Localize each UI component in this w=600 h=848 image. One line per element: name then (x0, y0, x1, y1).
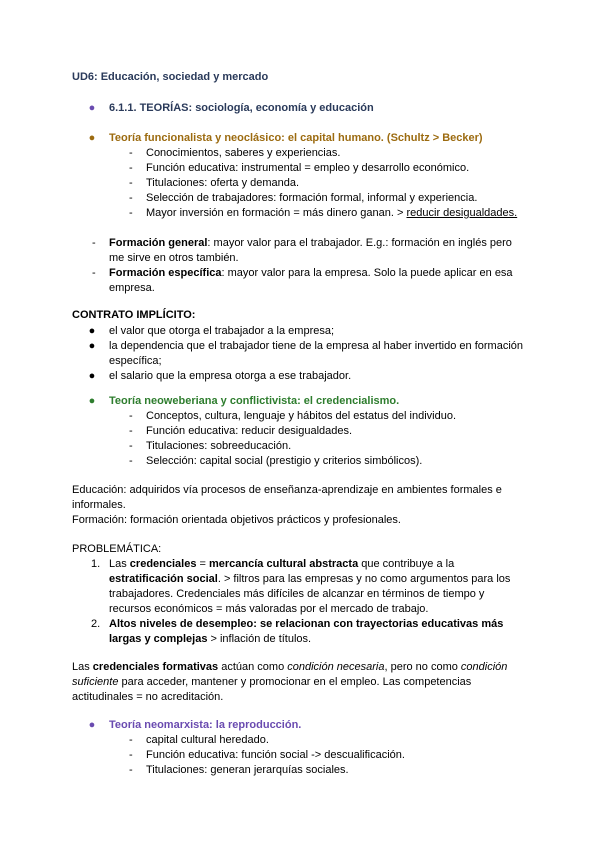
text: que contribuye a la (358, 558, 455, 570)
section-heading-611: 6.1.1. TEORÍAS: sociología, economía y educación (109, 102, 374, 114)
list-item (146, 206, 517, 221)
italic-term: condición necesaria (287, 661, 385, 673)
list-item: Titulaciones: oferta y demanda. (146, 177, 300, 189)
list-item: Función educativa: reducir desigualdades. (146, 425, 353, 437)
bold-term: Formación específica (109, 267, 222, 279)
text: : mayor valor para la empresa. Solo la puede aplicar en esa (221, 267, 513, 279)
list-item: el valor que otorga el trabajador a la empresa; (109, 325, 335, 337)
dash-icon: - (129, 734, 133, 746)
list-item: Selección: capital social (prestigio y criterios simbólicos). (146, 455, 423, 467)
bold-term: credenciales formativas (92, 661, 219, 673)
bullet-icon: ● (88, 340, 96, 352)
text-line: empresa. (109, 282, 155, 294)
problematica-item-1-line-4: recursos económicos = más valoradas por el mercado de trabajo. (109, 603, 429, 615)
bullet-icon: ● (88, 132, 96, 144)
bullet-icon: ● (88, 325, 96, 337)
bullet-icon: ● (88, 370, 96, 382)
bold-term: largas y complejas (109, 633, 208, 645)
heading-contrato: CONTRATO IMPLÍCITO: (72, 309, 196, 321)
paragraph-credenciales-line-3: actitudinales = no acreditación. (72, 691, 224, 703)
bold-term: Altos niveles de desempleo (109, 618, 254, 630)
dash-icon: - (92, 237, 96, 249)
definition-educacion-continuation: informales. (72, 499, 126, 511)
dash-icon: - (129, 440, 133, 452)
list-number: 1. (91, 558, 101, 570)
list-item: Titulaciones: generan jerarquías sociales. (146, 764, 349, 776)
list-item: Selección de trabajadores: formación formal, informal y experiencia. (146, 192, 478, 204)
problematica-item-1 (109, 557, 454, 572)
dash-icon: - (129, 192, 133, 204)
heading-problematica: PROBLEMÁTICA: (72, 543, 162, 555)
list-item-text: Mayor inversión en formación = más dinero ganan. > (146, 207, 407, 219)
heading-neomarxista: Teoría neomarxista: la reproducción. (109, 719, 302, 731)
text-line: me sirve en otros también. (109, 252, 239, 264)
dash-icon: - (129, 425, 133, 437)
problematica-item-2-line-2 (109, 632, 311, 647)
dash-icon: - (92, 267, 96, 279)
text: actúan como (218, 661, 288, 673)
definition-formacion: Formación: formación orientada objetivos prácticos y profesionales. (72, 514, 401, 526)
list-item: Función educativa: instrumental = empleo y desarrollo económico. (146, 162, 470, 174)
dash-icon: - (129, 147, 133, 159)
definition-educacion: Educación: adquiridos vía procesos de enseñanza-aprendizaje en ambientes formales e (72, 484, 502, 496)
list-item-continuation: específica; (109, 355, 162, 367)
bullet-icon: ● (88, 719, 96, 731)
bold-term: Formación general (109, 237, 208, 249)
paragraph-credenciales (72, 660, 507, 675)
text: Las (72, 661, 93, 673)
list-item: Función educativa: función social -> descualificación. (146, 749, 405, 761)
list-number: 2. (91, 618, 101, 630)
bold-term: estratificación social (109, 573, 218, 585)
document-title: UD6: Educación, sociedad y mercado (72, 71, 269, 83)
text: para acceder, mantener y promocionar en el empleo. Las competencias (118, 676, 472, 688)
dash-icon: - (129, 749, 133, 761)
heading-neoweberiana: Teoría neoweberiana y conflictivista: el credencialismo. (109, 395, 400, 407)
bullet-icon: ● (88, 395, 96, 407)
dash-icon: - (129, 455, 133, 467)
text: , pero no como (384, 661, 461, 673)
text: = (196, 558, 209, 570)
list-item: la dependencia que el trabajador tiene de la empresa al haber invertido en formación (109, 340, 523, 352)
dash-icon: - (129, 177, 133, 189)
paragraph-credenciales-line-2 (72, 675, 471, 690)
text: Las (109, 558, 130, 570)
text: > inflación de títulos. (207, 633, 312, 645)
text: : mayor valor para el trabajador. E.g.: formación en inglés pero (207, 237, 512, 249)
dash-icon: - (129, 764, 133, 776)
problematica-item-2 (109, 617, 503, 632)
problematica-item-1-line-2 (109, 572, 510, 587)
text: . > filtros para las empresas y no como argumentos para los (217, 573, 511, 585)
bullet-icon: ● (88, 102, 96, 114)
problematica-item-1-line-3: trabajadores. Credenciales más difíciles de alcanzar en términos de tiempo y (109, 588, 485, 600)
bold-term: : se relacionan con trayectorias educativas más (253, 618, 504, 630)
paragraph-formacion-general (109, 236, 512, 251)
paragraph-formacion-especifica (109, 266, 513, 281)
bold-term: credenciales (129, 558, 197, 570)
italic-term: suficiente (72, 676, 119, 688)
bold-term: mercancía cultural abstracta (209, 558, 359, 570)
underlined-text: reducir desigualdades. (406, 207, 518, 219)
heading-funcionalista: Teoría funcionalista y neoclásico: el capital humano. (Schultz > Becker) (109, 132, 483, 144)
dash-icon: - (129, 162, 133, 174)
list-item: Conceptos, cultura, lenguaje y hábitos del estatus del individuo. (146, 410, 457, 422)
list-item: capital cultural heredado. (146, 734, 269, 746)
italic-term: condición (460, 661, 508, 673)
list-item: el salario que la empresa otorga a ese trabajador. (109, 370, 352, 382)
list-item: Titulaciones: sobreeducación. (146, 440, 292, 452)
list-item: Conocimientos, saberes y experiencias. (146, 147, 341, 159)
dash-icon: - (129, 207, 133, 219)
dash-icon: - (129, 410, 133, 422)
